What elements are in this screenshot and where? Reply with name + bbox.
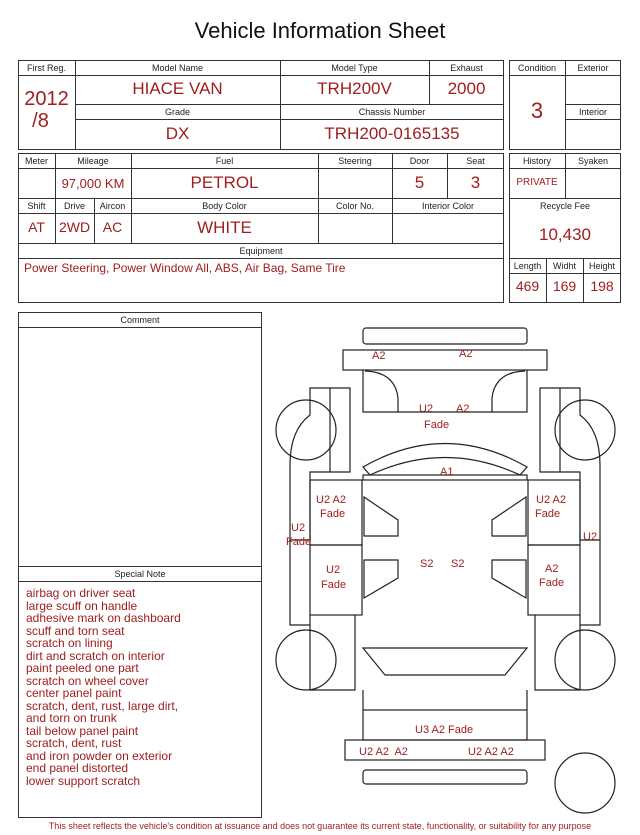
aircon-label: Aircon — [99, 201, 126, 211]
right-seat-outline — [492, 497, 526, 536]
special-note-line: large scuff on handle — [26, 598, 138, 613]
special-note-line: lower support scratch — [26, 773, 141, 788]
seat-label: Seat — [466, 156, 485, 166]
equipment-label: Equipment — [239, 246, 283, 256]
special-note-line: scratch on lining — [26, 636, 113, 650]
seat-value: 3 — [470, 173, 481, 192]
body-color-value: WHITE — [197, 218, 252, 237]
syaken-label: Syaken — [577, 156, 609, 166]
special-note-line: and iron powder on exterior — [26, 748, 173, 763]
special-note-line: tail below panel paint — [26, 723, 139, 738]
damage-roof: A1 — [440, 466, 454, 478]
damage-hood-2: A2 — [456, 403, 470, 415]
damage-left-rear-door-2: Fade — [321, 579, 347, 591]
recycle-fee-label: Recycle Fee — [539, 201, 591, 211]
first-reg-year: 2012 — [24, 88, 69, 110]
chassis-number-label: Chassis Number — [358, 107, 426, 117]
damage-right-front-door-2: Fade — [535, 508, 561, 520]
steering-label: Steering — [338, 156, 372, 166]
damage-right-rear-door-1: A2 — [545, 563, 559, 575]
comment-label: Comment — [120, 315, 160, 325]
first-reg-label: First Reg. — [26, 63, 66, 73]
damage-rear-bumper-right: U2 A2 A2 — [468, 746, 514, 758]
damage-right-rear-door-2: Fade — [539, 577, 565, 589]
equipment-value: Power Steering, Power Window All, ABS, Air Bag, Same Tire — [24, 261, 346, 275]
special-note-line: scratch, dent, rust, large dirt, — [26, 698, 179, 713]
damage-hood-3: Fade — [424, 419, 450, 431]
interior-color-label: Interior Color — [421, 201, 475, 211]
fuel-label: Fuel — [215, 156, 234, 166]
rear-right-wheel — [555, 630, 615, 690]
damage-rear-bumper-left: U2 A2 A2 — [359, 746, 408, 758]
recycle-fee-value: 10,430 — [539, 225, 591, 244]
door-value: 5 — [414, 173, 425, 192]
shift-value: AT — [28, 219, 45, 235]
damage-left-side-1: U2 — [291, 522, 306, 534]
damage-left-side-2: Fade — [286, 536, 312, 548]
fuel-value: PETROL — [190, 173, 259, 192]
damage-left-rear-door-1: U2 — [326, 564, 341, 576]
spare-wheel — [555, 753, 615, 813]
chassis-number-value: TRH200-0165135 — [324, 124, 460, 143]
exhaust-value: 2000 — [447, 79, 486, 98]
body-color-label: Body Color — [202, 201, 247, 211]
history-label: History — [522, 156, 551, 166]
rear-left-wheel — [276, 630, 336, 690]
left-seat-outline — [364, 497, 398, 536]
special-note-line: scratch on wheel cover — [26, 673, 149, 688]
grade-value: DX — [165, 124, 190, 143]
meter-label: Meter — [24, 156, 48, 166]
damage-right-side: U2 — [583, 531, 598, 543]
special-note-line: scuff and torn seat — [26, 623, 125, 638]
length-label: Length — [513, 261, 542, 271]
special-note-line: and torn on trunk — [26, 711, 117, 725]
height-label: Height — [588, 261, 615, 271]
damage-right-front-door-1: U2 A2 — [536, 494, 566, 506]
drive-value: 2WD — [58, 219, 91, 235]
special-note-line: end panel distorted — [26, 761, 129, 775]
mileage-value: 97,000 KM — [61, 176, 125, 191]
damage-front-bumper-right: A2 — [459, 348, 473, 360]
special-note-line: adhesive mark on dashboard — [26, 611, 181, 625]
rear-window-outline — [363, 648, 527, 675]
model-type-value: TRH200V — [317, 79, 392, 98]
special-note-label: Special Note — [114, 569, 166, 579]
aircon-value: AC — [102, 219, 123, 235]
first-reg-month: /8 — [32, 110, 49, 132]
special-note-line: airbag on driver seat — [26, 586, 136, 600]
shift-label: Shift — [27, 201, 46, 211]
special-note-line: dirt and scratch on interior — [26, 648, 165, 663]
front-grille-outline — [363, 328, 527, 344]
drive-label: Drive — [63, 201, 85, 211]
history-value: PRIVATE — [516, 177, 558, 188]
damage-front-bumper-left: A2 — [372, 350, 386, 362]
door-label: Door — [409, 156, 430, 166]
front-left-wheel — [276, 400, 336, 460]
hood-outline — [363, 370, 527, 412]
exhaust-label: Exhaust — [450, 63, 483, 73]
width-value: 169 — [552, 278, 577, 294]
damage-floor-right: S2 — [451, 558, 465, 570]
disclaimer-footer: This sheet reflects the vehicle's condition at issuance and does not guarantee its current state, functionality, or suitability for any purpose — [48, 821, 592, 831]
special-note-line: center panel paint — [26, 686, 122, 700]
length-value: 469 — [515, 278, 540, 294]
damage-floor-left: S2 — [420, 558, 434, 570]
special-note-line: scratch, dent, rust — [26, 736, 122, 750]
front-right-wheel — [555, 400, 615, 460]
rear-step-outline — [363, 770, 527, 784]
model-name-value: HIACE VAN — [132, 79, 223, 98]
grade-label: Grade — [164, 107, 190, 117]
condition-value: 3 — [530, 98, 544, 123]
mileage-label: Mileage — [77, 156, 109, 166]
condition-label: Condition — [517, 63, 557, 73]
damage-left-front-door-2: Fade — [320, 508, 346, 520]
width-label: Widht — [552, 261, 576, 271]
damage-left-front-door-1: U2 A2 — [316, 494, 346, 506]
damage-hood-1: U2 — [419, 403, 434, 415]
damage-rear-panel: U3 A2 Fade — [415, 724, 474, 736]
color-no-label: Color No. — [335, 201, 374, 211]
exterior-label: Exterior — [577, 63, 609, 73]
special-note-line: paint peeled one part — [26, 661, 139, 675]
height-value: 198 — [590, 278, 614, 294]
interior-label: Interior — [578, 107, 607, 117]
model-type-label: Model Type — [331, 63, 378, 73]
sheet-title: Vehicle Information Sheet — [194, 18, 446, 43]
model-name-label: Model Name — [151, 63, 204, 73]
